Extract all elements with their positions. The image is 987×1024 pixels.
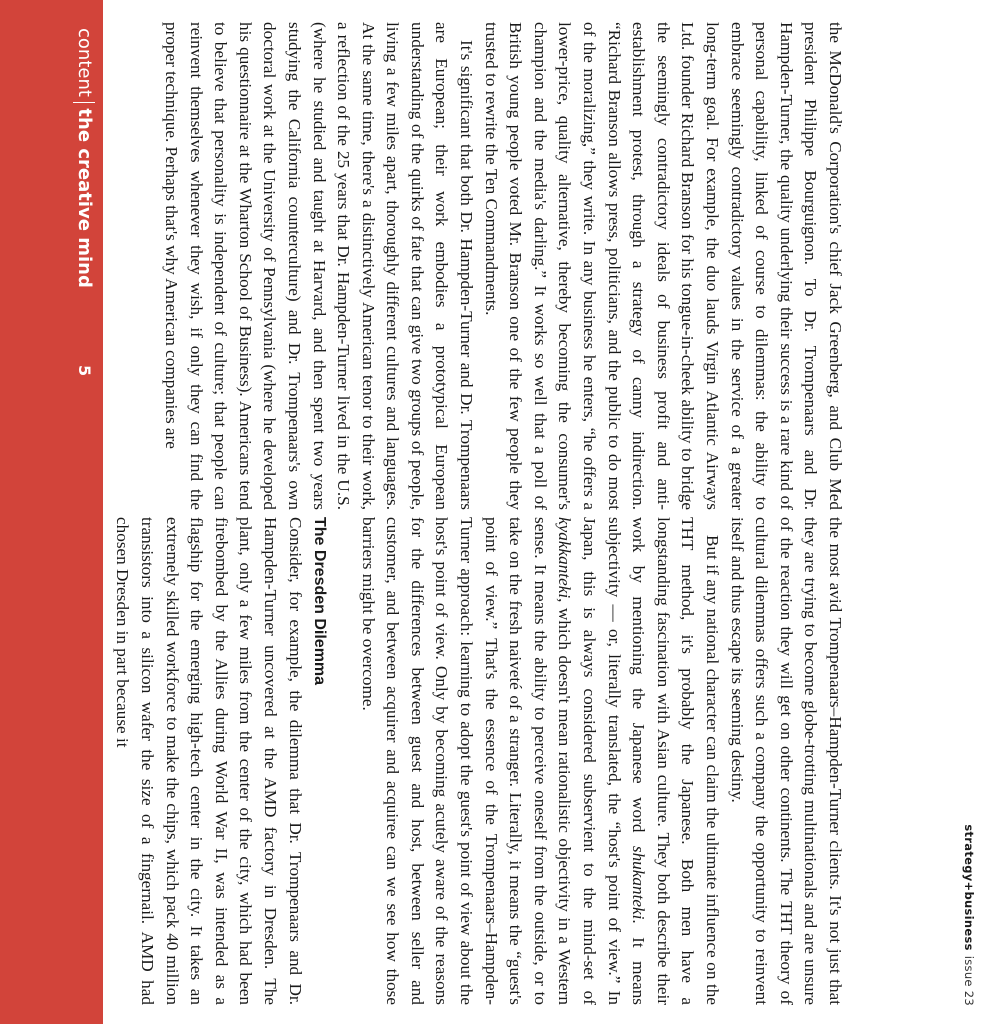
section-heading: The Dresden Dilemma bbox=[311, 517, 329, 686]
paragraph bbox=[355, 517, 724, 1005]
japanese-term: kyakkanteki bbox=[555, 517, 575, 599]
paragraph-text: . It means subjectivity — or, literally translated, the “host's point of view.” In Japan, this is always considered subservient to the mind-set of bbox=[580, 517, 649, 1005]
paragraph: the most avid Trompenaars–Hampden-Turner clients. It's not just that they are trying to become globe-trotting multinationals and are unsure of the reaction they will get on other continents. The THT theory of cultural dilemmas offers such a company the opportunity to reinvent itself and thus escape its seeming destiny. bbox=[727, 517, 845, 1005]
divider bbox=[73, 102, 95, 104]
section-label bbox=[69, 28, 99, 288]
running-header bbox=[959, 36, 979, 1006]
section-gap bbox=[331, 517, 355, 1005]
japanese-term: shukanteki bbox=[629, 845, 649, 920]
magazine-name: strategy+business bbox=[962, 824, 976, 951]
section-name: content bbox=[74, 28, 95, 97]
right-column bbox=[110, 517, 847, 1005]
paragraph: Consider, for example, the dilemma that Dr. Trompenaars and Dr. Hampden-Turner uncovered at the AMD factory in Dresden. The plant, only a few miles from the center of the city, which had been firebombed by the Allies during World War II, was intended as a flagship for the emerging high-tech center in the city. It takes an extremely skilled workforce to make the chips, which pack 40 million transistors into a silicon wafer the size of a fingernail. AMD had chosen Dresden in part because it bbox=[113, 517, 305, 1005]
paragraph: the McDonald's Corporation's chief Jack Greenberg, and Club Med president Philippe Bourguignon. To Dr. Trompenaars and Dr. Hampden-Turner, the quality underlying their success is a rare kind of personal capability, linked of course to dilemmas: the ability to embrace seemingly contradictory values in the service of a greater long-term goal. For example, the duo lauds Virgin Atlantic Airways Ltd. founder Richard Branson for his tongue-in-cheek ability to bridge the seemingly contradictory ideals of business profit and anti-establishment protest, through a strategy of canny indirection. “Richard Branson allows press, politicians, and the public to do most of the moralizing,” they write. In any business he enters, “he offers a lower-price, quality alternative, thereby becoming the consumer's champion and the media's darling.” It works so well that a poll of British young people voted Mr. Branson one of the few people they trusted to rewrite the Ten Commandments. bbox=[481, 22, 845, 510]
issue-number: issue 23 bbox=[962, 955, 976, 1006]
left-column bbox=[158, 22, 847, 510]
page-number: 5 bbox=[75, 365, 94, 377]
paragraph-text: , which doesn't mean rationalistic objectivity in a Western sense. It means the ability to perceive oneself from the outside, or to take on the fresh naiveté of a stranger. Literally, it means the “guest's point of view.” That's the essence of the Trompenaars–Hampden-Turner approach: learning to adopt the guest's point of view about the host's point of view. Only by becoming acutely aware of the reasons for the differences between guest and host, between seller and customer, and between acquirer and acquiree can we see how those barriers might be overcome. bbox=[358, 517, 575, 1005]
paragraph-text: But if any national character can claim the ultimate influence on the THT method, it's probably the Japanese. Both men have a longstanding fascination with Asian culture. They both describe their work by mentioning the Japanese word bbox=[629, 517, 723, 1005]
paragraph: It's significant that both Dr. Hampden-Turner and Dr. Trompenaars are European; their work embodies a prototypical European understanding of the quirks of fate that can give two groups of people, living a few miles apart, thoroughly different cultures and languages. At the same time, there's a distinctively American tenor to their work, a reflection of the 25 years that Dr. Hampden-Turner lived in the U.S. (where he studied and taught at Harvard, and then spent two years studying the California counterculture) and Dr. Trompenaars's own doctoral work at the University of Pennsylvania (where he developed his questionnaire at the Wharton School of Business). Americans tend to believe that personality is independent of culture; that people can reinvent themselves whenever they wish, if only they can find the proper technique. Perhaps that's why American companies are bbox=[161, 22, 477, 510]
section-title: the creative mind bbox=[74, 108, 95, 288]
footer-bar bbox=[0, 0, 103, 1024]
